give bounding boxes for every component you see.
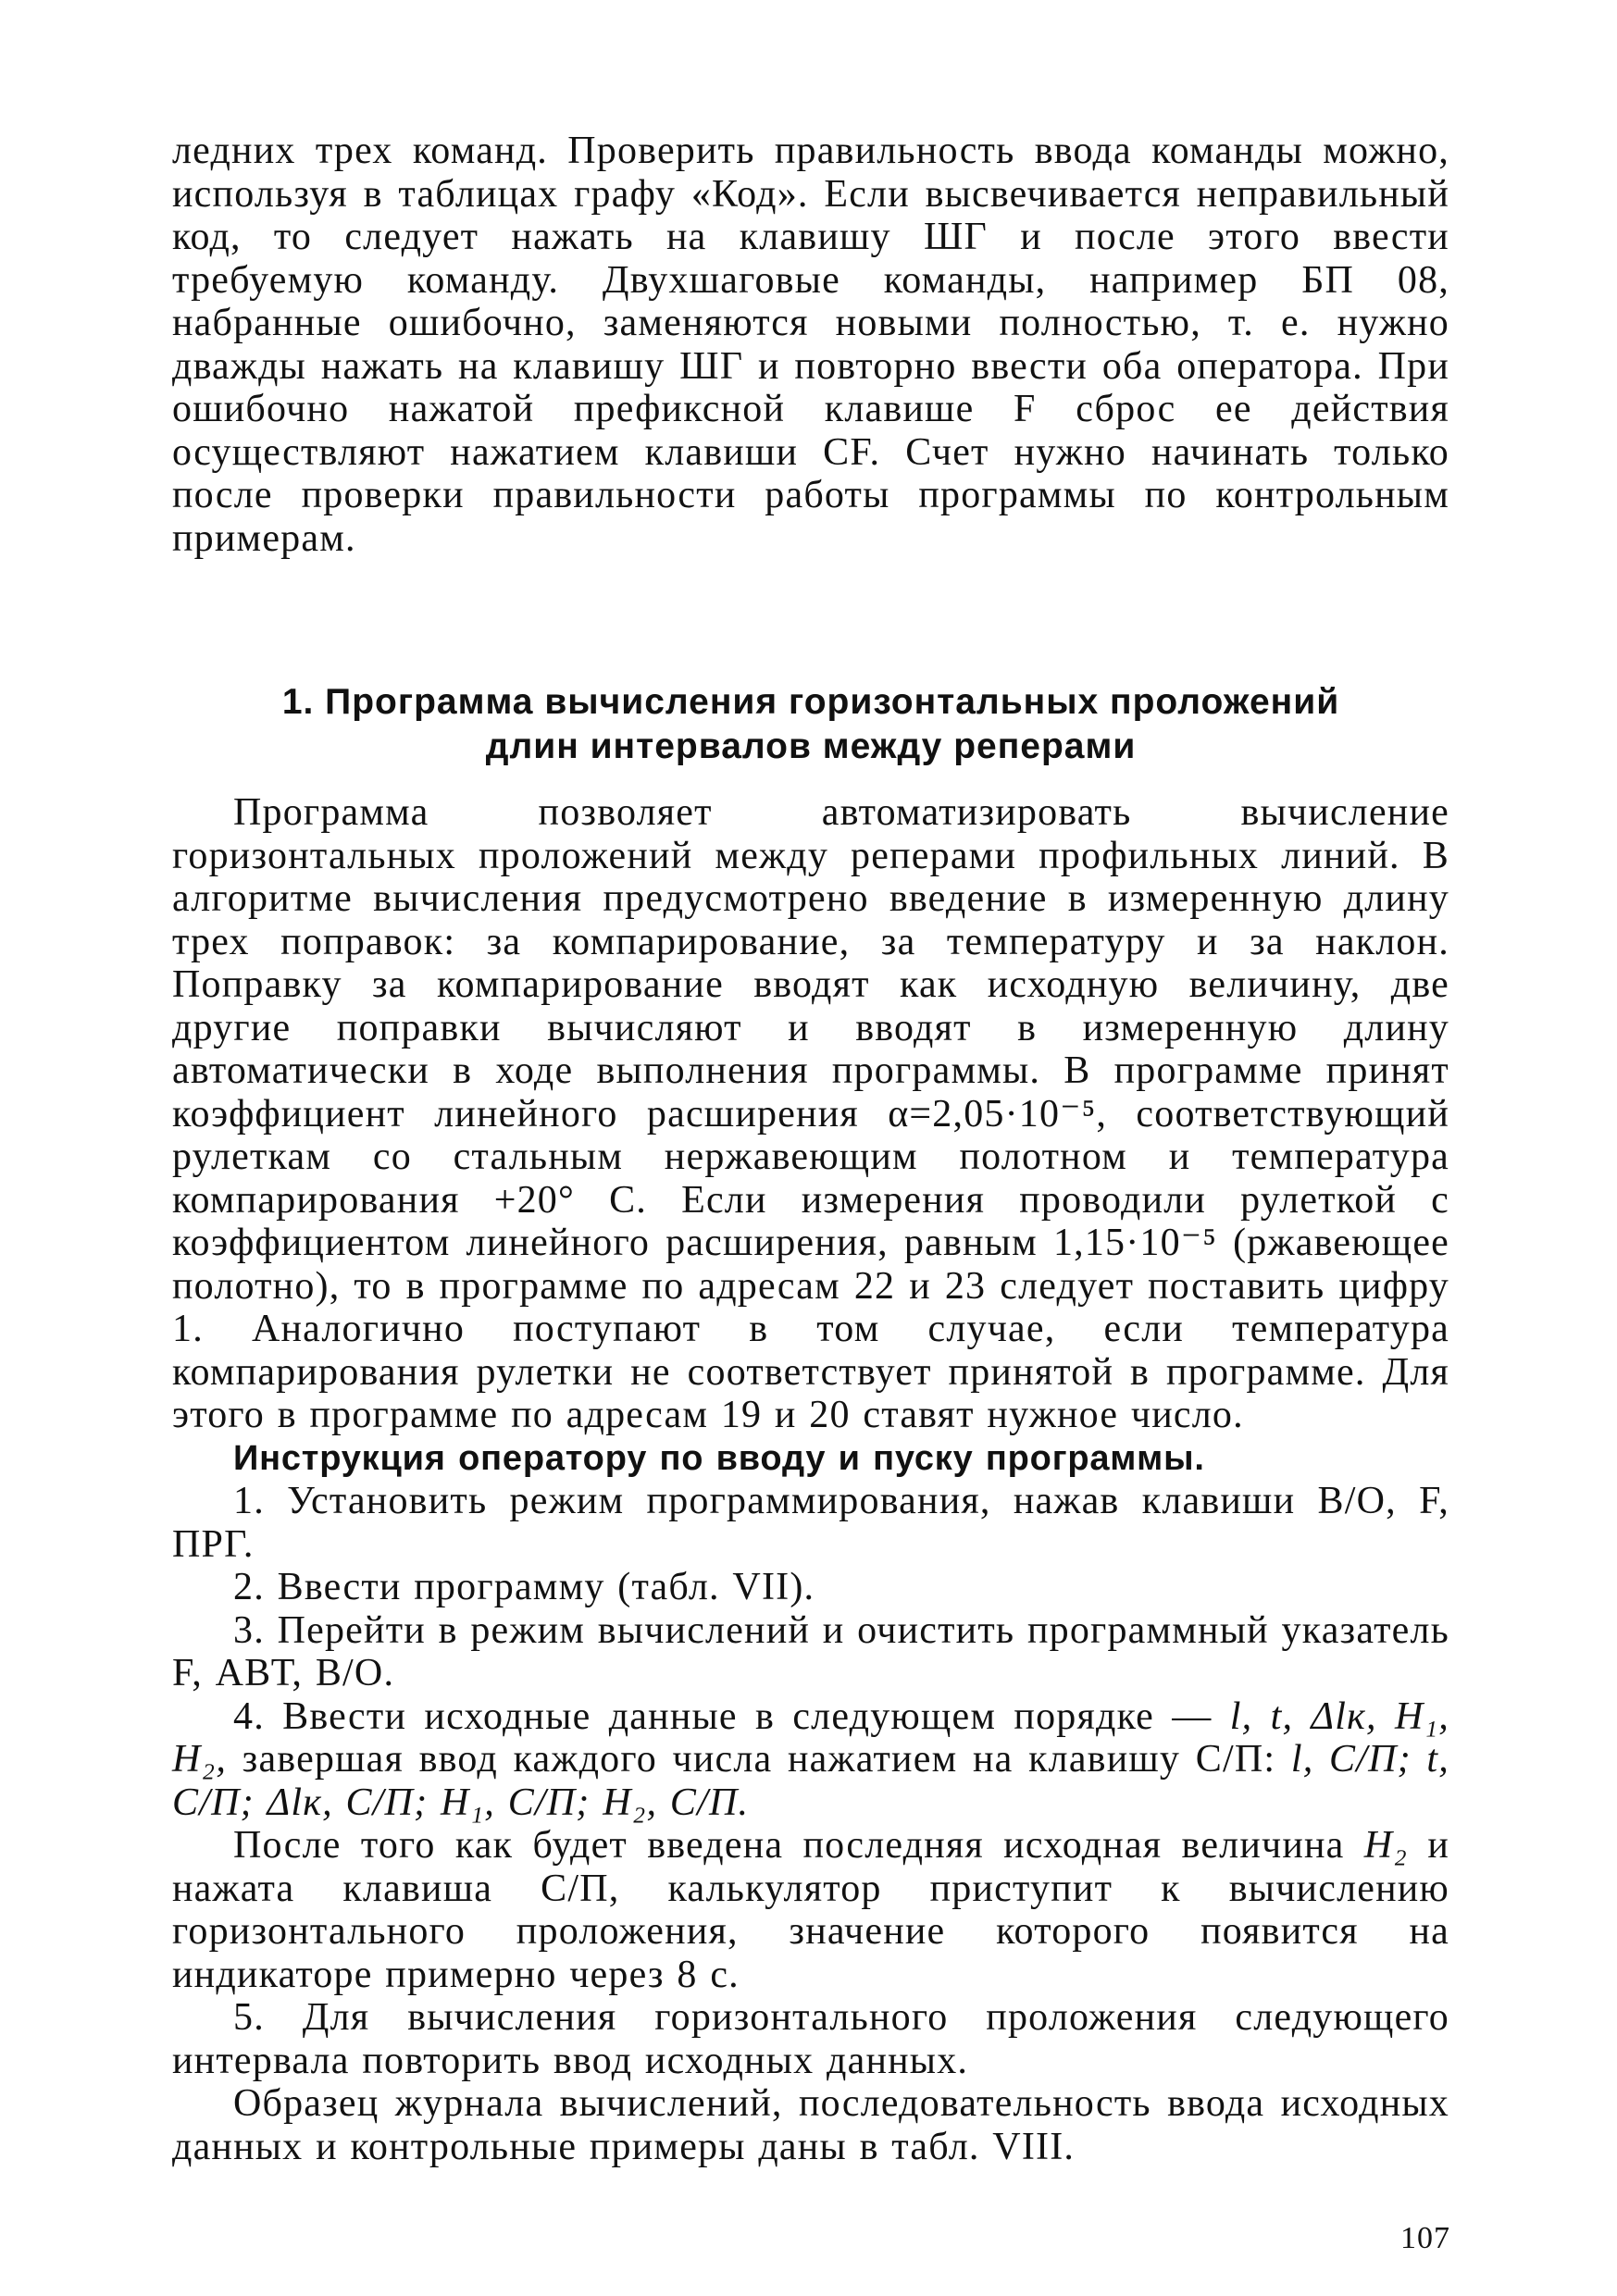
instruction-step-4-sequence: l, С/П; t, С/П; Δlк, С/П; H₁, С/П; H₂, С/П. (172, 1738, 1449, 1824)
section-description: Программа позволяет автоматизировать вычисление горизонтальных проложений между реперами профильных линий. В алгоритме вычисления предусмотрено введение в измеренную длину трех поправок: за компарирование, за температуру и за наклон. Поправку за компарирование вводят как исходную величину, две другие поправки вычисляют и вводят в измеренную длину автоматически в ходе выполнения программы. В программе принят коэффициент линейного расширения α=2,05·10⁻⁵, соответствующий рулеткам со стальным нержавеющим полотном и температура компарирования +20° С. Если измерения проводили рулеткой с коэффициентом линейного расширения, равным 1,15·10⁻⁵ (ржавеющее полотно), то в программе по адресам 22 и 23 следует поставить цифру 1. Аналогично поступают в том случае, если температура компарирования рулетки не соответствует принятой в программе. Для этого в программе по адресам 19 и 20 ставят нужное число. (172, 791, 1449, 1436)
section-heading-line-2: длин интервалов между реперами (485, 726, 1137, 766)
after-input-variable: H₂ (1363, 1824, 1409, 1867)
page-number: 107 (1400, 2221, 1450, 2255)
instruction-step-2: 2. Ввести программу (табл. VII). (233, 1566, 815, 1608)
intro-block (172, 130, 1449, 560)
instruction-step-4-order: l, t, Δlк, H₁, H₂, (172, 1694, 1449, 1781)
instruction-step-4-prefix: 4. Ввести исходные данные в следующем порядке — (233, 1694, 1230, 1738)
after-input-paragraph (172, 1824, 1449, 1996)
instruction-step-3: 3. Перейти в режим вычислений и очистить программный указатель F, АВТ, В/О. (172, 1608, 1449, 1694)
instruction-step-1: 1. Установить режим программирования, нажав клавиши В/О, F, ПРГ. (172, 1480, 1449, 1566)
instructions-title: Инструкция оператору по вводу и пуску программы. (233, 1438, 1205, 1478)
after-input-suffix: и нажата клавиша С/П, калькулятор приступит к вычислению горизонтального проложения, значение которого появится на индикаторе примерно через 8 с. (172, 1824, 1449, 1996)
closing-paragraph: Образец журнала вычислений, последовательность ввода исходных данных и контрольные примеры даны в табл. VIII. (172, 2082, 1449, 2168)
section-heading (172, 680, 1449, 769)
section-heading-line-1: 1. Программа вычисления горизонтальных проложений (281, 682, 1340, 722)
instruction-step-4-middle: завершая ввод каждого числа нажатием на клавишу С/П: (227, 1738, 1291, 1781)
instruction-step-5: 5. Для вычисления горизонтального проложения следующего интервала повторить ввод исходных данных. (172, 1996, 1449, 2082)
instruction-step-4 (172, 1695, 1449, 1825)
intro-paragraph: ледних трех команд. Проверить правильность ввода команды можно, используя в таблицах графу «Код». Если высвечивается неправильный код, то следует нажать на клавишу ШГ и после этого ввести требуемую команду. Двухшаговые команды, например БП 08, набранные ошибочно, заменяются новыми полностью, т. е. нужно дважды нажать на клавишу ШГ и повторно ввести оба оператора. При ошибочно нажатой префиксной клавише F сброс ее действия осуществляют нажатием клавиши CF. Счет нужно начинать только после проверки правильности работы программы по контрольным примерам. (172, 130, 1449, 560)
section-body (172, 791, 1449, 2168)
after-input-prefix: После того как будет введена последняя исходная величина (233, 1824, 1364, 1867)
